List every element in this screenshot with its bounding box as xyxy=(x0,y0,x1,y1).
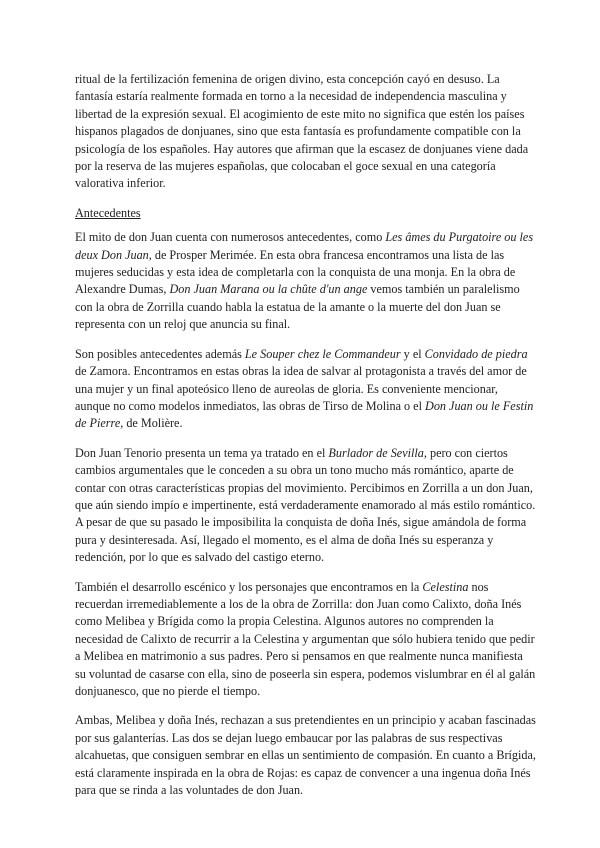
work-title: Don Juan ou le Festin de Pierre xyxy=(75,398,534,431)
text-span: , de Molière. xyxy=(120,416,183,431)
work-title: Le Souper chez le Commandeur xyxy=(244,346,401,361)
work-title: Les âmes du Purgatoire ou les deux Don Juan xyxy=(75,230,534,262)
work-title: Celestina xyxy=(422,579,469,594)
paragraph-melibea: Ambas, Melibea y doña Inés, rechazan a sus pretendientes en un principio y acaban fascinadas por sus galanterías. Las dos se dejan luego embaucar por las palabras de sus respectivas alcahuetas, que consiguen sembrar en ellas un sentimiento de compasión. En cuanto a Brígida, está claramente inspirada en la obra de Rojas: es capaz de convencer a una ingenua doña Inés para que se rinda a las voluntades de don Juan. xyxy=(75,713,536,798)
text-span: El mito de don Juan cuenta con numerosos antecedentes, como xyxy=(75,230,386,245)
paragraph-antecedentes-2 xyxy=(75,346,536,433)
work-title: Don Juan Marana ou la chûte d'un ange xyxy=(169,282,368,297)
text-span: También el desarrollo escénico y los personajes que encontramos en la xyxy=(75,579,423,594)
paragraph-celestina xyxy=(75,579,536,701)
text-span: , pero con ciertos cambios argumentales que le conceden a su obra un tono mucho más romántico, aparte de contar con otras características propias del movimiento. Percibimos en Zorrilla a un don Juan, que aún siendo impío e impertinente, está verdaderamente enamorado al más estilo romántico. A pesar de que su pasado le imposibilita la conquista de doña Inés, sigue amándola de forma pura y desinteresada. Así, llegado el momento, es el alma de doña Inés su esperanza y redención, por lo que es salvado del castigo eterno. xyxy=(75,445,536,565)
section-heading-antecedentes: Antecedentes xyxy=(75,205,141,220)
text-span: Don Juan Tenorio presenta un tema ya tratado en el xyxy=(75,445,329,460)
paragraph-tenorio xyxy=(75,445,536,567)
text-span: nos recuerdan irremediablemente a los de la obra de Zorrilla: don Juan como Calixto, doña Inés como Melibea y Brígida como la propia Celestina. Algunos autores no comprenden la necesidad de Calixto de recurrir a la Celestina y argumentan que sólo hubiera tenido que pedir a Melibea en matrimonio a sus padres. Pero si pensamos en que realmente nunca manifiesta su voluntad de casarse con ella, sino de poseerla sin espera, podemos vislumbrar en él al galán donjuanesco, que no pierde el tiempo. xyxy=(75,579,536,698)
work-title: Convidado de piedra xyxy=(424,346,528,361)
text-span: de Zamora. Encontramos en estas obras la idea de salvar al protagonista a través del amor de una mujer y un final apoteósico lleno de aureolas de gloria. Es conveniente mencionar, aunque no como modelos inmediatos, las obras de Tirso de Molina o el xyxy=(75,364,527,413)
paragraph-antecedentes-1 xyxy=(75,229,536,333)
paragraph-intro: ritual de la fertilización femenina de origen divino, esta concepción cayó en desuso. La fantasía estaría realmente formada en torno a la necesidad de independencia masculina y libertad de la expresión sexual. El acogimiento de este mito no significa que estén los países hispanos plagados de donjuanes, sino que esta fantasía es profundamente compatible con la psicología de los españoles. Hay autores que afirman que la escasez de donjuanes viene dada por la reserva de las mujeres españolas, que colocaban el goce sexual en una categoría valorativa inferior. xyxy=(75,72,529,191)
text-span: , de Prosper Merimée. En esta obra francesa encontramos una lista de las mujeres seducidas y esta idea de completarla con la conquista de una monja. En la obra de Alexandre Dumas, xyxy=(75,247,516,297)
text-span: Son posibles antecedentes además xyxy=(75,346,245,361)
work-title: Burlador de Sevilla xyxy=(328,445,424,460)
text-span: y el xyxy=(400,346,425,361)
text-span: vemos también un paralelismo con la obra de Zorrilla cuando habla la estatua de la amante o la muerte del don Juan se representa con un reloj que anuncia su final. xyxy=(75,282,520,332)
